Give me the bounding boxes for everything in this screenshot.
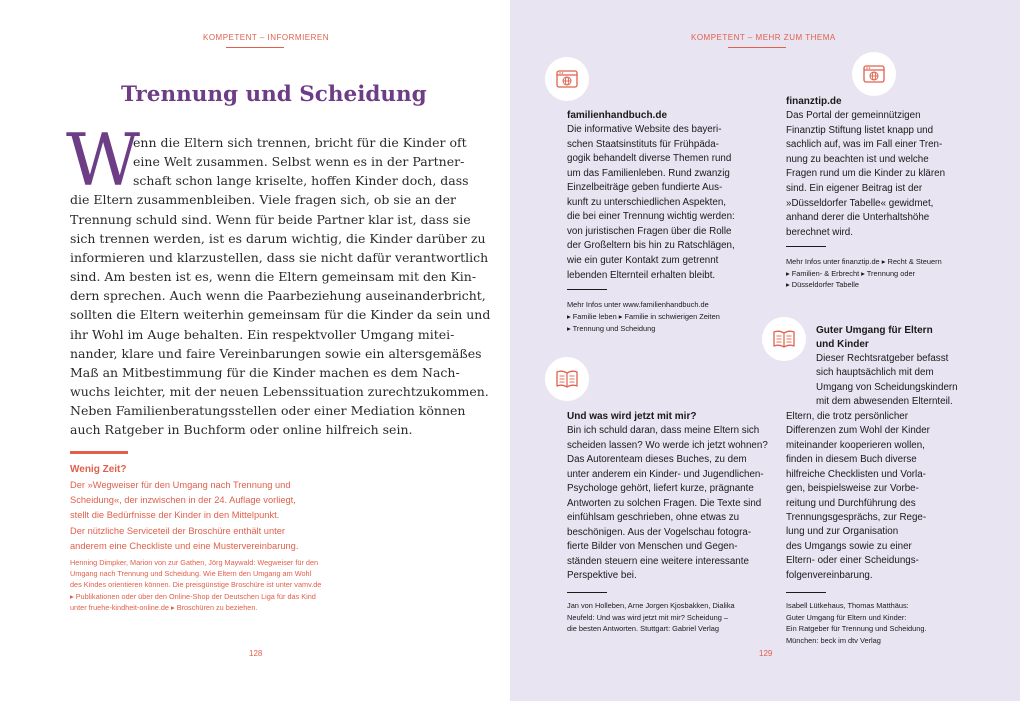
book2-line: hilfreiche Checklisten und Vorla- (786, 468, 926, 480)
body-line: auch Ratgeber in Buchform oder online hilfreich sein. (70, 422, 413, 438)
familienhandbuch-line: der Großeltern bis hin zu Ratschlägen, (567, 240, 735, 252)
familienhandbuch-line: die bei einer Trennung wichtig werden: (567, 211, 735, 223)
sidebar-source-line: unter fruehe-kindheit-online.de ▸ Broschüren zu beziehen. (70, 602, 258, 612)
left-kicker: KOMPETENT – INFORMIEREN (203, 33, 330, 42)
finanztip-info-line: ▸ Familien- & Erbrecht ▸ Trennung oder (786, 268, 916, 278)
book1-title: Und was wird jetzt mit mir? (567, 411, 697, 422)
book1-line: beschönigen. Aus der Vogelschau fotogra- (567, 526, 752, 538)
finanztip-title: finanztip.de (786, 96, 842, 107)
book2-rule (786, 592, 826, 593)
body-line: sollten die Eltern weiterhin gemeinsam für die Kinder da sein und (70, 307, 491, 323)
body-line: informieren und klarzustellen, dass sie nicht dafür verantwortlich (70, 249, 489, 265)
book-icon (762, 317, 806, 361)
book1-source-line: Neufeld: Und was wird jetzt mit mir? Scheidung – (567, 612, 729, 622)
book2-source-line: München: beck im dtv Verlag (786, 635, 881, 645)
finanztip-info-line: Mehr Infos unter finanztip.de ▸ Recht & Steuern (786, 257, 942, 266)
book2-title-line: Guter Umgang für Eltern (816, 325, 933, 336)
book2-line: reitung und Durchführung des (786, 497, 916, 509)
book1-source-line: die besten Antworten. Stuttgart: Gabriel Verlag (567, 624, 720, 633)
book2-source-line: Isabell Lütkehaus, Thomas Matthäus: (786, 601, 909, 610)
book1-line: Psychologe gehört, liefert kurze, prägnante (567, 483, 754, 494)
familienhandbuch-title: familienhandbuch.de (567, 110, 668, 121)
finanztip-line: Das Portal der gemeinnützigen (786, 110, 921, 121)
body-line: sich trennen werden, ist es darum wichtig, die Kinder darüber zu (70, 230, 486, 246)
sidebar-source-line: des Kindes orientieren können. Die preisgünstige Broschüre ist unter vamv.de (70, 580, 322, 590)
left-kicker-rule (226, 47, 284, 48)
book2-line: Dieser Rechtsratgeber befasst (816, 353, 949, 364)
sidebar-line: anderem eine Checkliste und eine Mustervereinbarung. (70, 540, 299, 551)
drop-cap: W (66, 118, 141, 202)
sidebar-title: Wenig Zeit? (70, 464, 127, 475)
body-line: Trennung schuld sind. Wenn für beide Partner klar ist, dass sie (70, 211, 471, 227)
book2-line: gen, beispielsweise zur Vorbe- (786, 483, 919, 495)
book1-rule (567, 592, 607, 593)
body-line: Neben Familienberatungsstellen oder einer Mediation können (70, 403, 466, 419)
finanztip-line: Fragen rund um die Kinder zu klären (786, 168, 946, 180)
finanztip-line: nung zu beachten ist und welche (786, 153, 929, 165)
book2-line: folgenvereinbarung. (786, 569, 873, 581)
finanztip-line: anhand derer die Unterhaltshöhe (786, 212, 930, 224)
sidebar-line: stellt die Bedürfnisse der Kinder in den Mittelpunkt. (70, 510, 280, 521)
body-line: ihr Wohl im Auge behalten. Ein respektvoller Umgang mitei- (70, 326, 455, 342)
sidebar-source-line: Henning Dimpker, Marion von zur Gathen, Jörg Maywald: Wegweiser für den (70, 558, 319, 567)
book2-line: mit dem abwesenden Elternteil. (816, 396, 953, 408)
book1-line: Das Autorenteam dieses Buches, zu dem (567, 454, 747, 465)
page-number-right: 129 (759, 649, 773, 658)
book1-line: einfühlsam geschrieben, ohne etwas zu (567, 512, 740, 523)
familienhandbuch-line: Die informative Website des bayeri- (567, 124, 722, 135)
finanztip-line: Finanztip Stiftung listet knapp und (786, 124, 934, 136)
book1-line: fierte Bilder von Menschen und Gegen- (567, 541, 738, 552)
body-line: schaft schon lange kriselte, hoffen Kinder doch, dass (133, 173, 469, 189)
familienhandbuch-line: lebenden Elternteil erhalten bleibt. (567, 269, 716, 281)
sidebar-source-line: ▸ Publikationen oder über den Online-Shop der Deutschen Liga für das Kind (70, 591, 316, 601)
page-title: Trennung und Scheidung (121, 82, 427, 107)
book2-line: miteinander kooperieren wollen, (786, 439, 925, 451)
body-line: sind. Am besten ist es, wenn die Eltern gemeinsam mit den Kin- (70, 269, 477, 285)
book2-line: Eltern- oder einer Scheidungs- (786, 555, 919, 567)
book2-line: Umgang von Scheidungskindern (816, 381, 958, 393)
body-line: dern sprechen. Auch wenn die Paarbeziehung auseinanderbricht, (70, 288, 486, 304)
book2-line: finden in diesem Buch diverse (786, 454, 917, 466)
right-kicker: KOMPETENT – MEHR ZUM THEMA (691, 33, 836, 42)
finanztip-rule (786, 246, 826, 247)
body-line: Maß an Mitbestimmung für die Kinder machen es dem Nach- (70, 364, 460, 380)
book2-source-line: Guter Umgang für Eltern und Kinder: (786, 612, 907, 622)
body-line: nander, klare und faire Vereinbarungen sowie ein altersgemäßes (70, 345, 482, 361)
sidebar-line: Der »Wegweiser für den Umgang nach Trennung und (70, 480, 291, 490)
body-line: enn die Eltern sich trennen, bricht für die Kinder oft (133, 135, 467, 150)
web-icon (852, 52, 896, 96)
book2-line: sich hauptsächlich mit dem (816, 367, 934, 379)
sidebar-line: Scheidung«, der inzwischen in der 24. Auflage vorliegt, (70, 495, 296, 506)
familienhandbuch-line: schen Staatsinstituts für Frühpäda- (567, 138, 719, 150)
book1-line: unter anderem ein Kinder- und Jugendlichen- (567, 468, 764, 480)
sidebar-accent-rule (70, 451, 128, 454)
familienhandbuch-line: von juristischen Fragen über die Rolle (567, 225, 732, 237)
familienhandbuch-line: kunft zu unterschiedlichen Aspekten, (567, 196, 727, 208)
web-icon (545, 57, 589, 101)
body-line: wuchs leichter, mit der neuen Lebenssituation zurechtzukommen. (70, 383, 489, 399)
familienhandbuch-line: um das Familienleben. Rund zwanzig (567, 167, 730, 179)
book-icon (545, 357, 589, 401)
book2-title-line: und Kinder (816, 339, 869, 350)
finanztip-line: »Düsseldorfer Tabelle« gewidmet, (786, 197, 934, 209)
finanztip-line: sachlich auf, was im Fall einer Tren- (786, 139, 943, 151)
familienhandbuch-line: wie ein guter Kontakt zum getrennt (567, 254, 719, 266)
sidebar-source-line: Umgang nach Trennung und Scheidung. Wie Eltern den Umgang am Wohl (70, 569, 312, 579)
finanztip-info-line: ▸ Düsseldorfer Tabelle (786, 280, 859, 289)
book2-line: lung und zur Organisation (786, 526, 899, 538)
familienhandbuch-info-line: Mehr Infos unter www.familienhandbuch.de (567, 300, 709, 309)
finanztip-line: sind. Ein eigener Beitrag ist der (786, 183, 923, 194)
page-number-left: 128 (249, 649, 263, 658)
book1-source-line: Jan von Holleben, Arne Jorgen Kjosbakken, Dialika (567, 601, 735, 610)
right-page (510, 0, 1020, 701)
right-kicker-rule (728, 47, 786, 48)
book2-line: Trennungsgesprächs, zur Rege- (786, 511, 927, 523)
book1-line: Bin ich schuld daran, dass meine Eltern sich (567, 425, 760, 436)
body-line: eine Welt zusammen. Selbst wenn es in der Partner- (133, 154, 465, 170)
familienhandbuch-info-line: ▸ Trennung und Scheidung (567, 324, 656, 333)
familienhandbuch-line: Einzelbeiträge geben fundierte Aus- (567, 182, 723, 194)
finanztip-line: berechnet wird. (786, 226, 853, 238)
sidebar-line: Der nützliche Serviceteil der Broschüre enthält unter (70, 525, 285, 536)
book2-line: des Umgangs sowie zu einer (786, 540, 912, 552)
familienhandbuch-line: gogik behandelt diverse Themen rund (567, 153, 732, 165)
book1-line: Perspektive bei. (567, 570, 637, 581)
familienhandbuch-info-line: ▸ Familie leben ▸ Familie in schwierigen Zeiten (567, 312, 720, 321)
book1-line: ständen steuern eine weitere interessante (567, 555, 749, 567)
book1-line: scheiden lassen? Wo werde ich jetzt wohnen? (567, 439, 768, 451)
book2-source-line: Ein Ratgeber für Trennung und Scheidung. (786, 624, 927, 633)
book2-line: Eltern, die trotz persönlicher (786, 410, 908, 422)
familienhandbuch-rule (567, 289, 607, 290)
book1-line: Antworten zu solchen Fragen. Die Texte sind (567, 497, 762, 509)
book2-line: Differenzen zum Wohl der Kinder (786, 425, 930, 437)
body-line: die Eltern zusammenbleiben. Viele fragen sich, ob sie an der (70, 192, 456, 208)
